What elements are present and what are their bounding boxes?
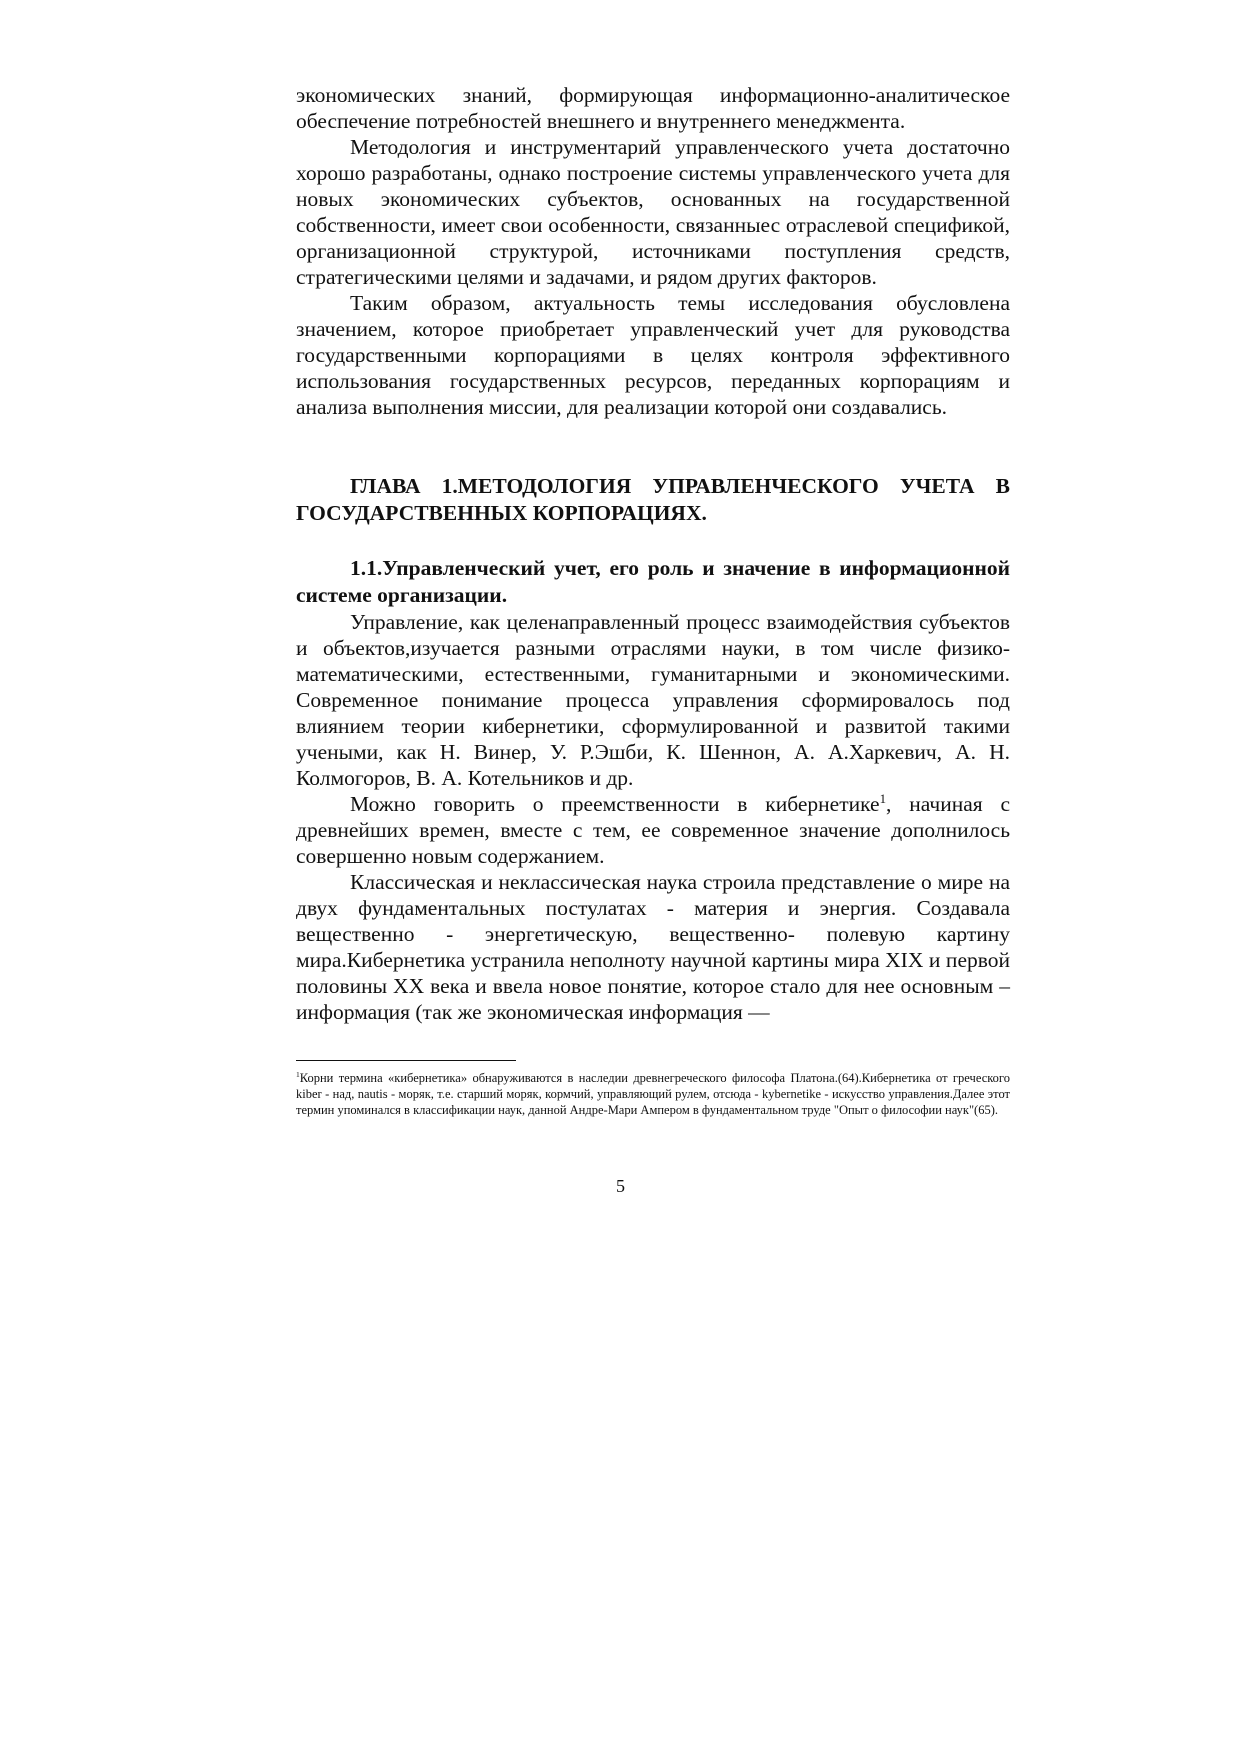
footnote-text: Корни термина «кибернетика» обнаруживаются в наследии древнегреческого философа Платона.(64).Кибернетика от греческого kiber - над, nautis - моряк, т.е. старший моряк, кормчий, управляющий рулем, отсюда - kybernetike - искусство управления.Далее этот термин упоминался в классификации наук, данной Андре-Мари Ампером в фундаментальном труде "Опыт о философии наук"(65). [296,1071,1010,1117]
section-paragraph-2-start: Можно говорить о преемственности в кибернетике [350,792,880,816]
section-title: 1.1.Управленческий учет, его роль и значение в информационной системе организации. [296,556,1010,607]
chapter-title: ГЛАВА 1.МЕТОДОЛОГИЯ УПРАВЛЕНЧЕСКОГО УЧЕТА В ГОСУДАРСТВЕННЫХ КОРПОРАЦИЯХ. [296,474,1010,525]
footnote-separator [296,1060,516,1061]
page-number: 5 [616,1176,625,1196]
main-text-column [296,82,1010,1025]
intro-paragraph-3: Таким образом, актуальность темы исследования обусловлена значением, которое приобретает управленческий учет для руководства государственными корпорациями в целях контроля эффективного использования государственных ресурсов, переданных корпорациям и анализа выполнения миссии, для реализации которой они создавались. [296,291,1010,419]
section-paragraph-1: Управление, как целенаправленный процесс взаимодействия субъектов и объектов,изучается разными отраслями науки, в том числе физико-математическими, естественными, гуманитарными и экономическими. Современное понимание процесса управления сформировалось под влиянием теории кибернетики, сформулированной и развитой такими учеными, как Н. Винер, У. Р.Эшби, К. Шеннон, А. А.Харкевич, А. Н. Колмогоров, В. А. Котельников и др. [296,610,1010,790]
footnote-marker: 1 [296,1069,300,1079]
footnote-reference: 1 [879,791,887,806]
intro-paragraph-2: Методология и инструментарий управленческого учета достаточно хорошо разработаны, однако построение системы управленческого учета для новых экономических субъектов, основанных на государственной собственности, имеет свои особенности, связанныес отраслевой спецификой, организационной структурой, источниками поступления средств, стратегическими целями и задачами, и рядом других факторов. [296,135,1010,289]
section-paragraph-2 [296,791,1010,869]
footnote [296,1070,1010,1118]
section-paragraph-2-end: , начиная с древнейших времен, вместе с тем, ее современное значение дополнилось совершенно новым содержанием. [296,792,1010,868]
section-paragraph-3: Классическая и неклассическая наука строила представление о мире на двух фундаментальных постулатах - материя и энергия. Создавала вещественно - энергетическую, вещественно- полевую картину мира.Кибернетика устранила неполноту научной картины мира XIX и первой половины XX века и ввела новое понятие, которое стало для нее основным – информация (так же экономическая информация — [296,870,1010,1024]
intro-paragraph-1: экономических знаний, формирующая информационно-аналитическое обеспечение потребностей внешнего и внутреннего менеджмента. [296,83,1010,133]
